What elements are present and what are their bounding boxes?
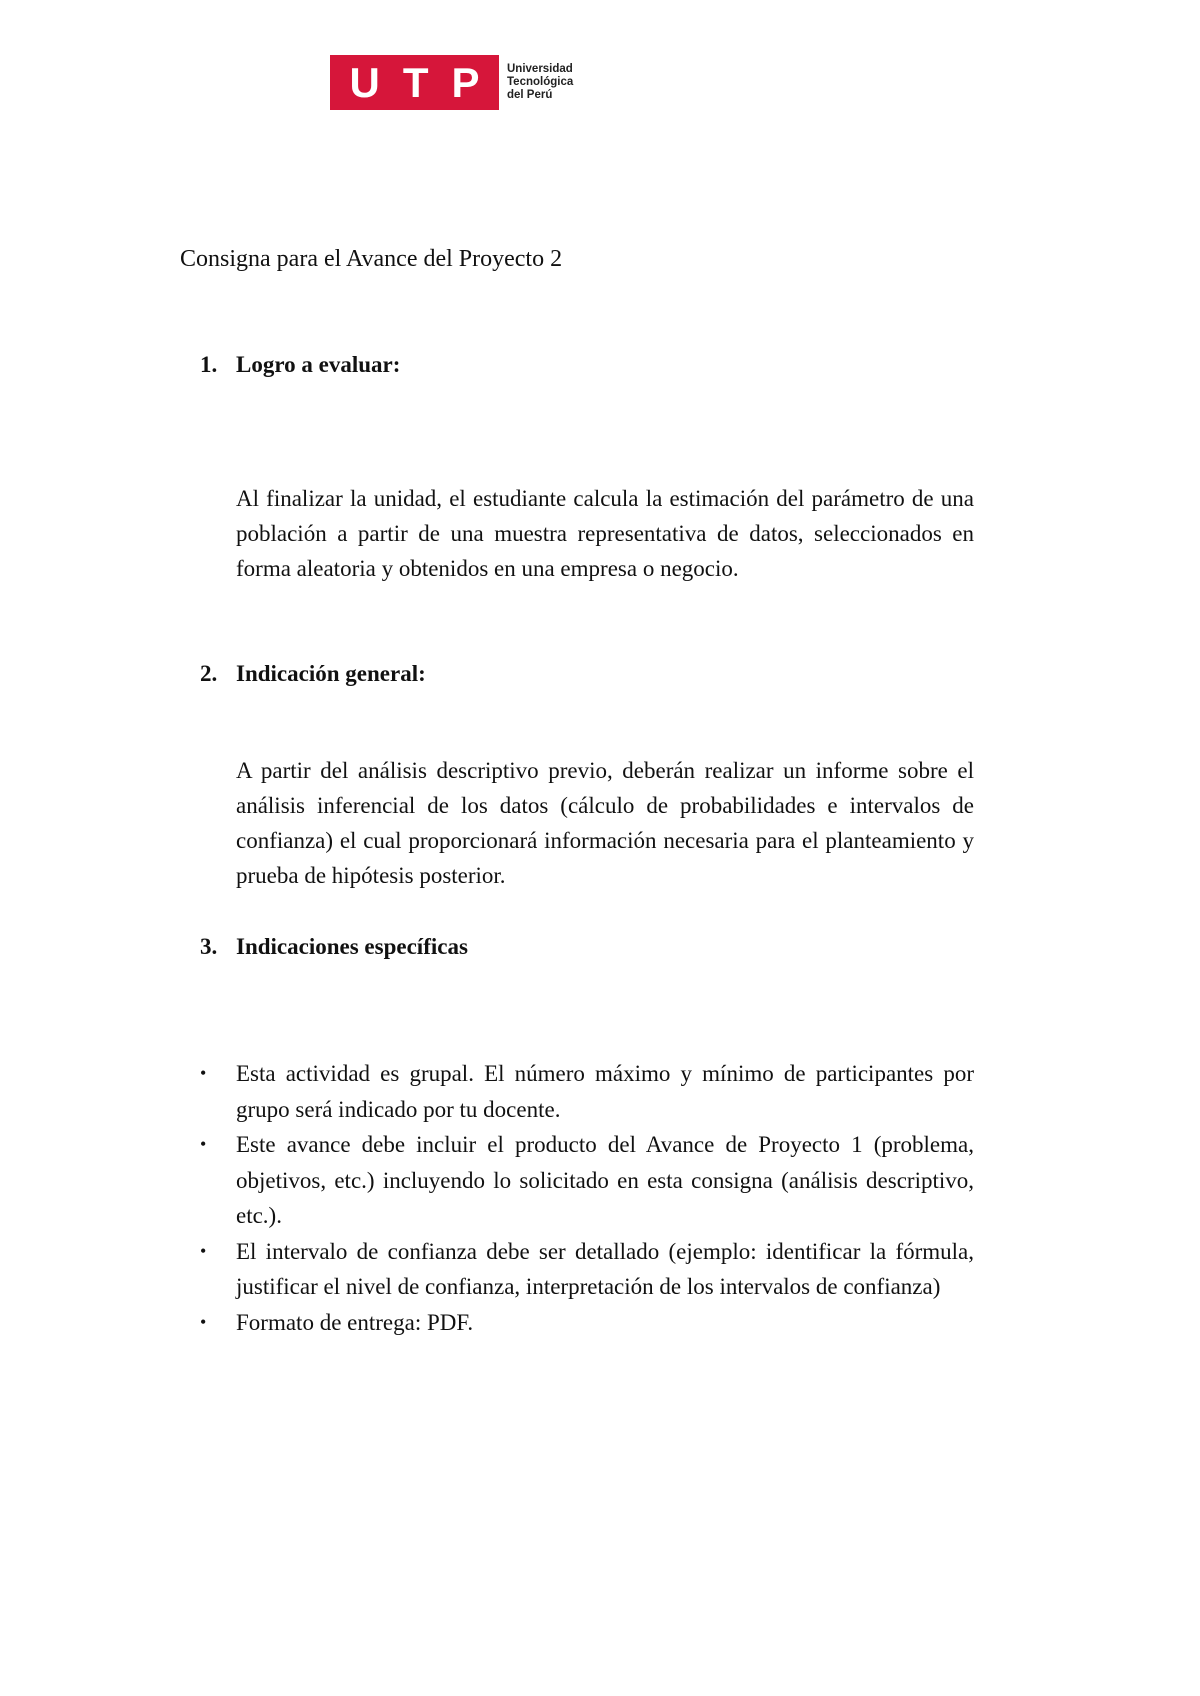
- logo-wordmark: [507, 63, 573, 102]
- list-item-text: Formato de entrega: PDF.: [236, 1309, 474, 1335]
- list-item: [200, 1305, 974, 1341]
- list-item: [200, 1056, 974, 1127]
- bullet-icon: •: [200, 1134, 207, 1154]
- list-item-text: El intervalo de confianza debe ser detallado (ejemplo: identificar la fórmula, justificar el nivel de confianza, interpretación de los intervalos de confianza): [236, 1238, 974, 1299]
- list-item-text: Esta actividad es grupal. El número máximo y mínimo de participantes por grupo será indicado por tu docente.: [236, 1061, 974, 1122]
- logo-letter-t: T: [402, 58, 429, 106]
- section-number: 1.: [200, 352, 218, 377]
- utp-logo: [330, 55, 573, 110]
- utp-logo-block: [330, 55, 499, 110]
- section-heading-logro: [200, 350, 400, 380]
- section-body-indicacion-general: A partir del análisis descriptivo previo, deberán realizar un informe sobre el análisis inferencial de los datos (cálculo de probabilidades e intervalos de confianza) el cual proporcionará información necesaria para el planteamiento y prueba de hipótesis posterior.: [236, 758, 974, 888]
- document-title: Consigna para el Avance del Proyecto 2: [180, 246, 563, 272]
- bullet-icon: •: [200, 1311, 207, 1332]
- logo-letter-u: U: [349, 58, 380, 106]
- logo-line-3: del Perú: [507, 89, 553, 101]
- section-body-logro: Al finalizar la unidad, el estudiante calcula la estimación del parámetro de una población a partir de una muestra representativa de datos, seleccionados en forma aleatoria y obtenidos en una empresa o negocio.: [236, 486, 974, 581]
- logo-line-2: Tecnológica: [507, 76, 574, 88]
- section-heading-text: Logro a evaluar:: [236, 352, 401, 377]
- specific-instructions-list: [200, 1056, 974, 1340]
- list-item: [200, 1127, 974, 1234]
- section-number: 3.: [200, 934, 218, 959]
- section-heading-indicacion-general: [200, 659, 426, 689]
- list-item-text: Este avance debe incluir el producto del Avance de Proyecto 1 (problema, objetivos, etc.) incluyendo lo solicitado en esta consigna (análisis descriptivo, etc.).: [236, 1132, 974, 1228]
- section-heading-text: Indicaciones específicas: [236, 934, 468, 959]
- section-heading-text: Indicación general:: [236, 661, 426, 686]
- bullet-icon: •: [200, 1063, 207, 1083]
- section-number: 2.: [200, 661, 218, 686]
- logo-line-1: Universidad: [507, 63, 573, 75]
- list-item: [200, 1234, 974, 1305]
- logo-letter-p: P: [451, 58, 480, 106]
- section-heading-indicaciones-especificas: [200, 932, 468, 962]
- bullet-icon: •: [200, 1240, 207, 1261]
